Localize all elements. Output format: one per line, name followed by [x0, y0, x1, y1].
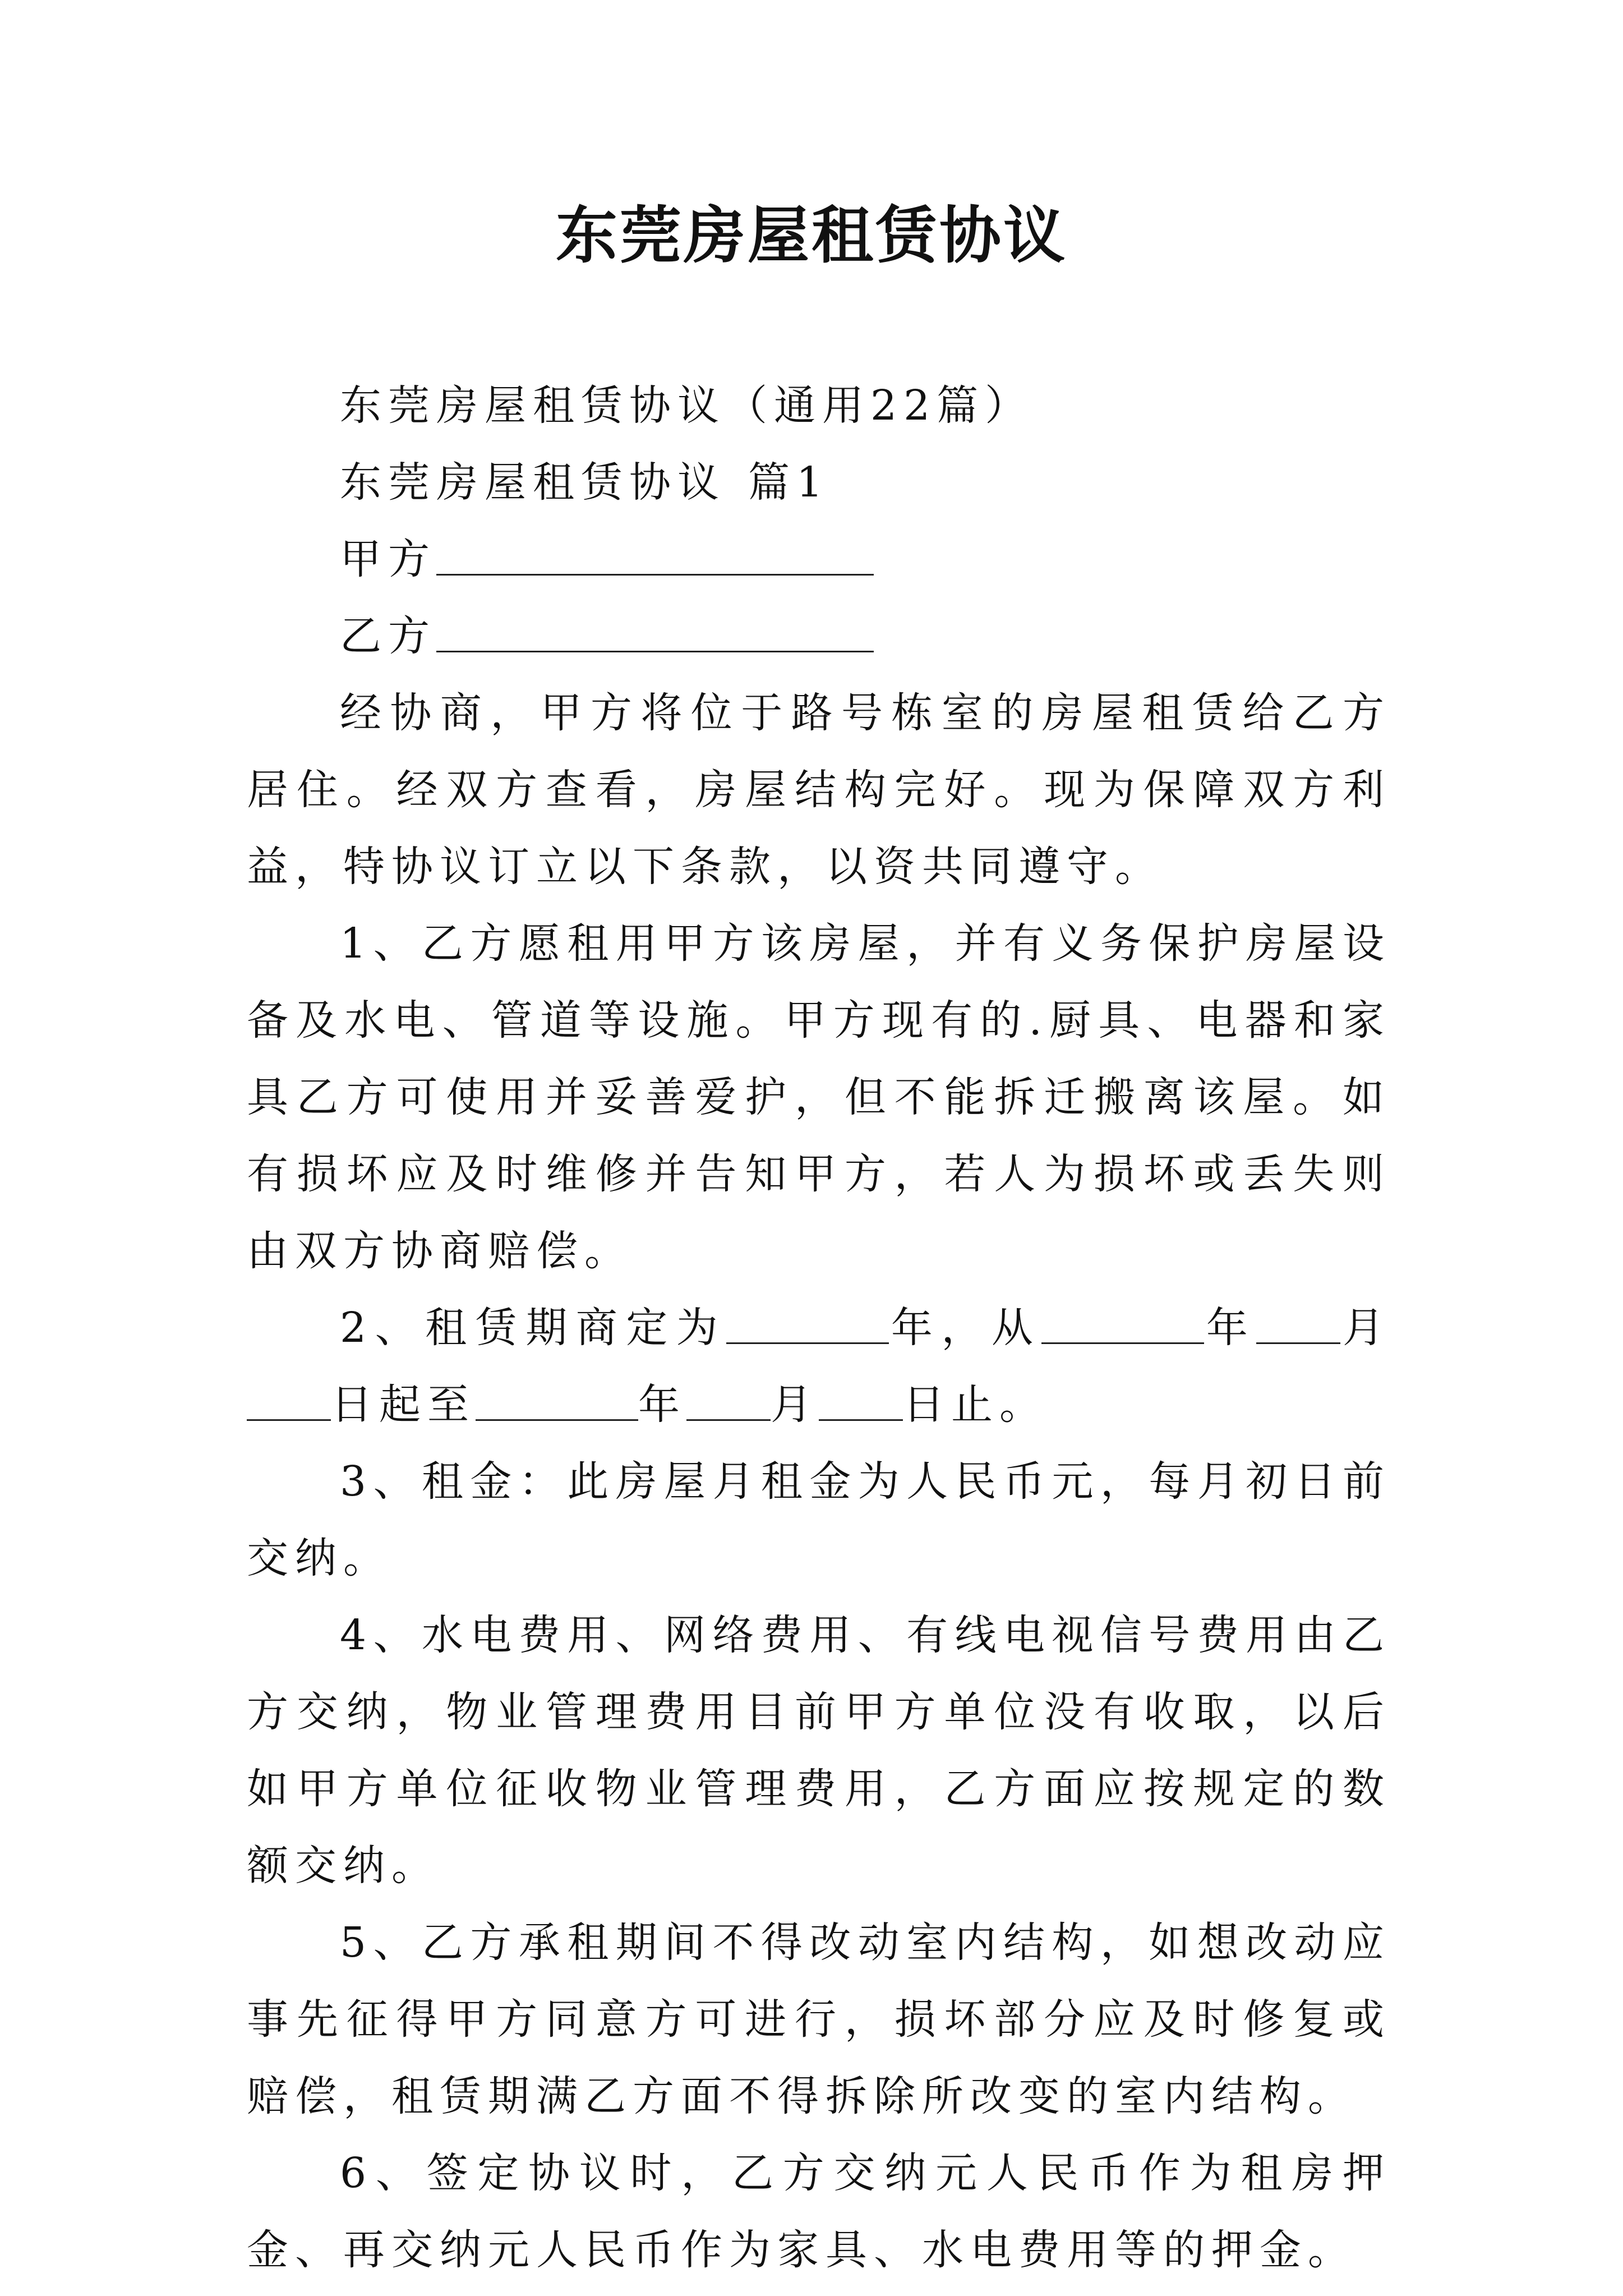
section-heading-text: 东莞房屋租赁协议: [340, 458, 726, 507]
clause-2: [247, 1290, 1391, 1443]
end-year-label: 年: [638, 1381, 686, 1429]
clause-4: 4、水电费用、网络费用、有线电视信号费用由乙方交纳，物业管理费用目前甲方单位没有收取，以后如甲方单位征收物业管理费用，乙方面应按规定的数额交纳。: [247, 1611, 1391, 1890]
clause-6: 6、签定协议时，乙方交纳元人民币作为租房押金、再交纳元人民币作为家具、水电费用等的押金。: [247, 2149, 1391, 2274]
clause-5: 5、乙方承租期间不得改动室内结构，如想改动应事先征得甲方同意方可进行，损坏部分应及时修复或赔偿，租赁期满乙方面不得拆除所改变的室内结构。: [247, 1918, 1391, 2120]
party-a-blank: [436, 529, 874, 576]
party-a-line: [247, 521, 1391, 598]
section-number: 篇1: [748, 458, 830, 507]
party-b-line: [247, 598, 1391, 675]
end-month-blank: [686, 1374, 771, 1421]
party-b-label: 乙方: [340, 612, 436, 660]
section-heading: [247, 444, 1391, 521]
end-month-label: 月: [771, 1381, 819, 1429]
clause-2-year-from: 年，从: [889, 1304, 1042, 1352]
document-subtitle: 东莞房屋租赁协议（通用22篇）: [340, 381, 1034, 430]
clause-2-end-tail: 日止。: [903, 1381, 1048, 1429]
clause-2-prefix: 2、租赁期商定为: [340, 1304, 727, 1352]
party-b-blank: [436, 606, 874, 652]
intro-paragraph: 经协商，甲方将位于路号栋室的房屋租赁给乙方居住。经双方查看，房屋结构完好。现为保障双方利益，特协议订立以下条款，以资共同遵守。: [247, 689, 1391, 891]
start-year-blank: [1041, 1297, 1204, 1344]
end-day-blank: [819, 1374, 903, 1421]
end-year-blank: [476, 1374, 638, 1421]
document-body: [247, 367, 1391, 2289]
party-a-label: 甲方: [340, 535, 436, 583]
clause-2-start-tail: 日起至: [331, 1381, 476, 1429]
clause-3: 3、租金：此房屋月租金为人民币元，每月初日前交纳。: [247, 1457, 1391, 1582]
start-month-label: 月: [1340, 1304, 1391, 1352]
term-years-blank: [726, 1297, 889, 1344]
start-day-blank: [247, 1374, 331, 1421]
clause-1: 1、乙方愿租用甲方该房屋，并有义务保护房屋设备及水电、管道等设施。甲方现有的.厨具、电器和家具乙方可使用并妥善爱护，但不能拆迁搬离该屋。如有损坏应及时维修并告知甲方，若人为损坏或丢失则由双方协商赔偿。: [247, 919, 1391, 1275]
document-title: 东莞房屋租赁协议: [556, 199, 1067, 272]
start-month-blank: [1256, 1297, 1340, 1344]
start-year-label: 年: [1204, 1304, 1257, 1352]
